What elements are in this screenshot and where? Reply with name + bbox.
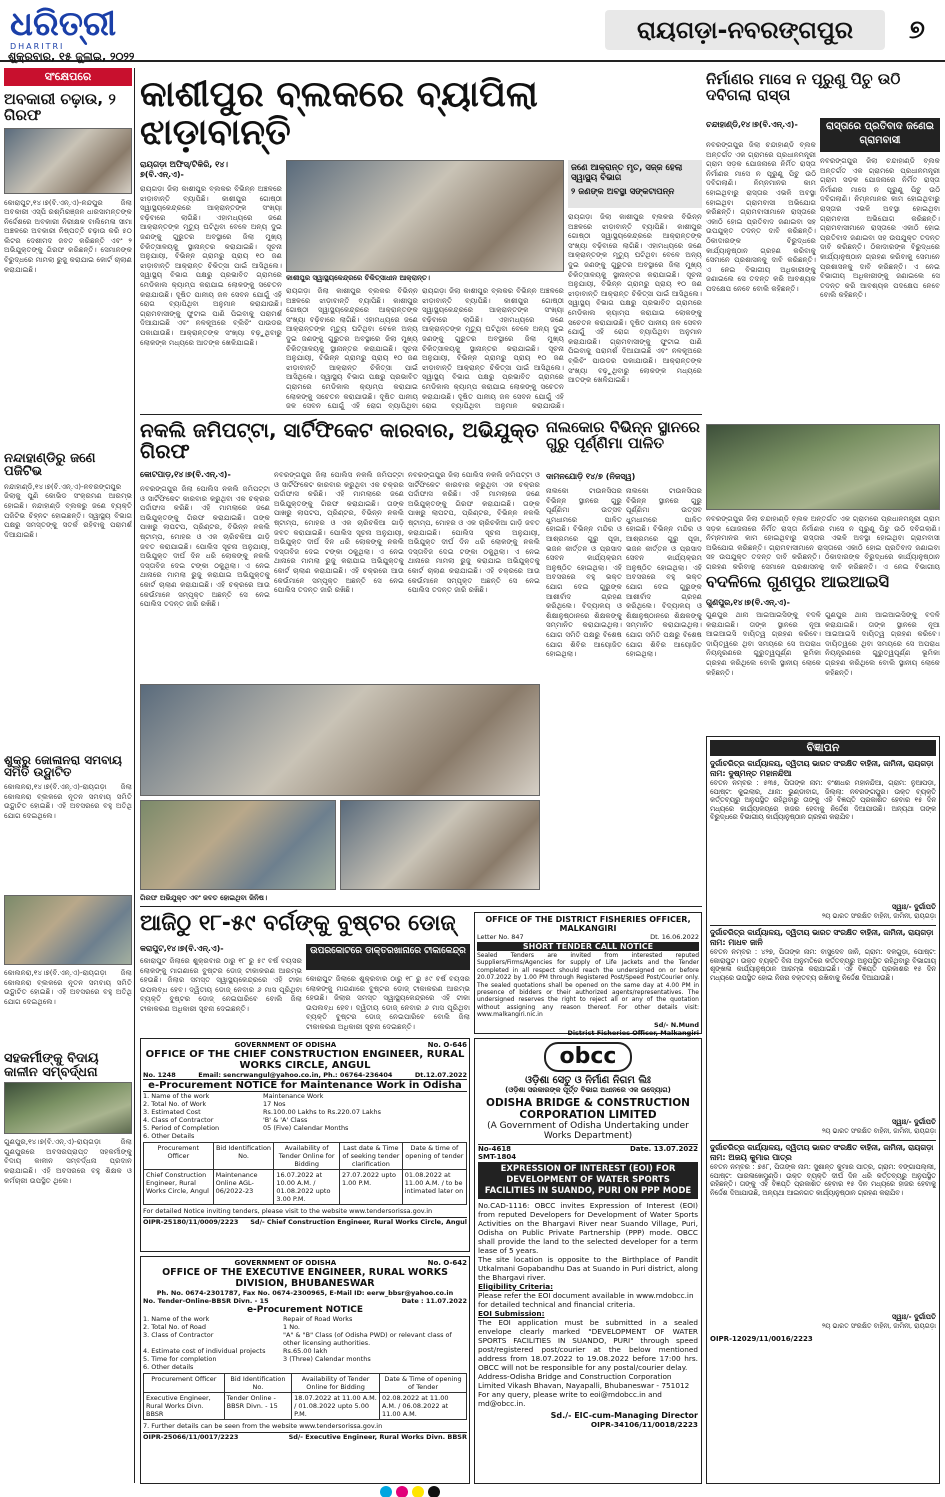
obcc-sign: Sd./- EIC-cum-Managing Director bbox=[550, 1411, 698, 1420]
angul-footer: For detailed Notice inviting tenders, please visit to the website www.tendersorissa.gov.in bbox=[143, 1207, 433, 1215]
angul-tender-ad[interactable] bbox=[140, 1038, 470, 1252]
angul-office: OFFICE OF THE CHIEF CONSTRUCTION ENGINEER, RURAL WORKS CIRCLE, ANGUL bbox=[145, 1049, 465, 1071]
bbsr-office: OFFICE OF THE EXECUTIVE ENGINEER, RURAL WORKS DIVISION, BHUBANESWAR bbox=[162, 1267, 448, 1289]
lead-bullet-1: ଜଣେ ଆକ୍ରାନ୍ତ ମୃତ, ସଜ୍ଜ ହେଲା ସ୍ୱାସ୍ଥ୍ୟ ବିଭାଗ bbox=[571, 163, 683, 183]
notice-sign-sub: ୨ୟ ଭାରତ ସଂରକ୍ଷିତ ବାହିନୀ, ଜାମିନୀ, ରାୟଗଡ଼ା bbox=[821, 1322, 936, 1330]
fake-body-col2: ନବରଙ୍ଗପୁର ଜିଲା ପୋଲିସ ନକଲି ଜମିପଟ୍ଟା ଓ ସାର୍ଟିଫିକେଟ କାରବାର କରୁଥିବା ଏକ ଚକ୍ରର ପର୍ଦ୍ଦାଫାସ କରିଛି। ଏହି ମାମଲାରେ ଜଣେ ଅଭିଯୁକ୍ତଙ୍କୁ ଗିରଫ କରାଯାଇଛି। ତାଙ୍କ ପାଖରୁ ଲାପଟପ, ପ୍ରିଣ୍ଟର, ବିଭିନ୍ନ ନକଲି ଷ୍ଟାମ୍ପ, ମୋହର ଓ ଏକ ଚାରିଚକିଆ ଗାଡ଼ି ଜବତ କରାଯାଇଛି। ପୋଲିସ ସୂଚନା ଅନୁଯାୟୀ, ଅଭିଯୁକ୍ତ ଦୀର୍ଘ ଦିନ ଧରି ଲୋକଙ୍କୁ ନକଲି ଦସ୍ତାବିଜ ଦେଇ ଟଙ୍କା ଠକୁଥିଲା। ଏ ନେଇ ଥାନାରେ ମାମଲା ରୁଜୁ କରାଯାଇ ଅଭିଯୁକ୍ତକୁ କୋର୍ଟ ଚାଲାଣ କରାଯାଇଛି। ଏହି ଚକ୍ରରେ ଆଉ କେଉଁମାନେ ସମ୍ପୃକ୍ତ ଅଛନ୍ତି ସେ ନେଇ ପୋଲିସ ତଦନ୍ତ ଜାରି ରଖିଛି। bbox=[274, 470, 404, 595]
angul-title: e-Procurement NOTICE for Maintenance Work in Odisha bbox=[143, 1079, 467, 1092]
obcc-body2: The site location is opposite to the Birthplace of Pandit Utkalmani Gopabandhu Das at Suando in Puri district, along the Bhargavi river. bbox=[478, 1255, 698, 1282]
road-subhead: ରାସ୍ତାରେ ପ୍ରତିବାଦ ଜଣେଇ ଗ୍ରାମବାସୀ bbox=[820, 118, 940, 152]
dharitri-logo[interactable] bbox=[10, 6, 160, 56]
bbsr-footer: 7. Further details can be seen from the website www.tendersorissa.gov.in bbox=[143, 1422, 383, 1430]
angul-email: Email: sencrwangul@yahoo.co.in, Ph.: 06764-236404 bbox=[198, 1071, 393, 1079]
brief-headline-4[interactable]: ସହକର୍ମୀଙ୍କୁ ବିଦାୟ କାଳୀନ ସମ୍ବର୍ଦ୍ଧନା bbox=[4, 1050, 99, 1080]
bbsr-item-key: 2. Total No. of Road bbox=[143, 1323, 207, 1331]
fake-body-col1: ନବରଙ୍ଗପୁର ଜିଲା ପୋଲିସ ନକଲି ଜମିପଟ୍ଟା ଓ ସାର୍ଟିଫିକେଟ କାରବାର କରୁଥିବା ଏକ ଚକ୍ରର ପର୍ଦ୍ଦାଫାସ କରିଛି। ଏହି ମାମଲାରେ ଜଣେ ଅଭିଯୁକ୍ତଙ୍କୁ ଗିରଫ କରାଯାଇଛି। ତାଙ୍କ ପାଖରୁ ଲାପଟପ, ପ୍ରିଣ୍ଟର, ବିଭିନ୍ନ ନକଲି ଷ୍ଟାମ୍ପ, ମୋହର ଓ ଏକ ଚାରିଚକିଆ ଗାଡ଼ି ଜବତ କରାଯାଇଛି। ପୋଲିସ ସୂଚନା ଅନୁଯାୟୀ, ଅଭିଯୁକ୍ତ ଦୀର୍ଘ ଦିନ ଧରି ଲୋକଙ୍କୁ ନକଲି ଦସ୍ତାବିଜ ଦେଇ ଟଙ୍କା ଠକୁଥିଲା। ଏ ନେଇ ଥାନାରେ ମାମଲା ରୁଜୁ କରାଯାଇ ଅଭିଯୁକ୍ତକୁ କୋର୍ଟ ଚାଲାଣ କରାଯାଇଛି। ଏହି ଚକ୍ରରେ ଆଉ କେଉଁମାନେ ସମ୍ପୃକ୍ତ ଅଛନ୍ତି ସେ ନେଇ ପୋଲିସ ତଦନ୍ତ ଜାରି ରଖିଛି। bbox=[140, 484, 270, 609]
bbsr-item-val: Rs.65.00 lakh bbox=[283, 1347, 328, 1355]
angul-th: Availability of Tender Online for Bidding bbox=[274, 1143, 340, 1170]
obcc-elig: Please refer the EOI document available in www.mdobcc.in for detailed technical and financial criteria. bbox=[478, 1291, 694, 1309]
obcc-odia-name: ଓଡ଼ିଶା ସେତୁ ଓ ନିର୍ମାଣ ନିଗମ ଲିଃ bbox=[525, 1075, 651, 1086]
bbsr-td: 02.08.2022 at 11.00 A.M. / 06.08.2022 at 11.00 A.M. bbox=[380, 1393, 467, 1420]
notice-sign-sub: ୨ୟ ଭାରତ ସଂରକ୍ଷିତ ବାହିନୀ, ଜାମିନୀ, ରାୟଗଡ଼ା bbox=[821, 1127, 936, 1135]
fake-body-col3: ନବରଙ୍ଗପୁର ଜିଲା ପୋଲିସ ନକଲି ଜମିପଟ୍ଟା ଓ ସାର୍ଟିଫିକେଟ କାରବାର କରୁଥିବା ଏକ ଚକ୍ରର ପର୍ଦ୍ଦାଫାସ କରିଛି। ଏହି ମାମଲାରେ ଜଣେ ଅଭିଯୁକ୍ତଙ୍କୁ ଗିରଫ କରାଯାଇଛି। ତାଙ୍କ ପାଖରୁ ଲାପଟପ, ପ୍ରିଣ୍ଟର, ବିଭିନ୍ନ ନକଲି ଷ୍ଟାମ୍ପ, ମୋହର ଓ ଏକ ଚାରିଚକିଆ ଗାଡ଼ି ଜବତ କରାଯାଇଛି। ପୋଲିସ ସୂଚନା ଅନୁଯାୟୀ, ଅଭିଯୁକ୍ତ ଦୀର୍ଘ ଦିନ ଧରି ଲୋକଙ୍କୁ ନକଲି ଦସ୍ତାବିଜ ଦେଇ ଟଙ୍କା ଠକୁଥିଲା। ଏ ନେଇ ଥାନାରେ ମାମଲା ରୁଜୁ କରାଯାଇ ଅଭିଯୁକ୍ତକୁ କୋର୍ଟ ଚାଲାଣ କରାଯାଇଛି। ଏହି ଚକ୍ରରେ ଆଉ କେଉଁମାନେ ସମ୍ପୃକ୍ତ ଅଛନ୍ତି ସେ ନେଇ ପୋଲିସ ତଦନ୍ତ ଜାରି ରଖିଛି। bbox=[408, 470, 540, 595]
bbsr-ref: No. Tender-Online-BBSR Divn. - 15 bbox=[143, 1297, 269, 1305]
obcc-body1: No.CAD-1116: OBCC invites Expression of Interest (EOI) from reputed Developers for Development of Water Sports Activities on the Bhargavi River near Suando Village, Puri, Odisha on Public Private Partnership (PPP) mode. OBCC shall provide the land to the selected developer for a term lease of 5 years. bbox=[478, 1201, 698, 1255]
bbsr-td: Executive Engineer, Rural Works Divn. BBSR bbox=[144, 1393, 225, 1420]
bbsr-th: Availability of Tender Online for Bidding bbox=[292, 1374, 380, 1393]
angul-item-key: 3. Estimated Cost bbox=[143, 1108, 201, 1116]
brief-photo-1 bbox=[4, 128, 132, 194]
bbsr-item-key: 3. Class of Contractor bbox=[143, 1331, 214, 1339]
bbsr-no: No. O-642 bbox=[427, 1259, 467, 1267]
angul-td: 01.08.2022 at 11.00 A.M. / to be intimated later on bbox=[402, 1170, 466, 1205]
section-rule-2 bbox=[140, 906, 702, 907]
bbsr-date: Date : 11.07.2022 bbox=[401, 1297, 467, 1305]
angul-td: 27.07.2022 upto 1.00 P.M. bbox=[339, 1170, 402, 1205]
angul-gov: GOVERNMENT OF ODISHA bbox=[234, 1041, 337, 1049]
road-body-col1: ନବରଙ୍ଗପୁର ଜିଲା ଚନ୍ଦାହାଣ୍ଡି ବ୍ଲକ ଅନ୍ତର୍ଗତ ଏକ ଗ୍ରାମରେ ପ୍ରଧାନମନ୍ତ୍ରୀ ଗ୍ରାମ ସଡ଼କ ଯୋଜନାରେ ନିର୍ମିତ ରାସ୍ତା ନିର୍ମାଣର ମାସେ ନ ପୂରୁଣୁ ପିଚୁ ଉଠି ଦବିଗଲାଣି। ନିମ୍ନମାନର କାମ ହୋଇଥିବାରୁ ରାସ୍ତାର ଏଭଳି ଅବସ୍ଥା ହୋଇଥିବା ଗ୍ରାମବାସୀ ଅଭିଯୋଗ କରିଛନ୍ତି। ଗ୍ରାମବାସୀମାନେ ରାସ୍ତାରେ ଏକାଠି ହୋଇ ପ୍ରତିବାଦ ଜଣାଇବା ସହ ଉପଯୁକ୍ତ ତଦନ୍ତ ଦାବି କରିଛନ୍ତି। ଠିକାଦାରଙ୍କ ବିରୁଦ୍ଧରେ କାର୍ଯ୍ୟାନୁଷ୍ଠାନ ଗ୍ରହଣ କରିବାକୁ ସେମାନେ ପ୍ରଶାସନକୁ ଦାବି କରିଛନ୍ତି। ଏ ନେଇ ବିଭାଗୀୟ ଅଧିକାରୀଙ୍କୁ ଜଣାଇଲେ ସେ ତଦନ୍ତ କରି ଆବଶ୍ୟକ ପଦକ୍ଷେପ ନେବେ ବୋଲି କହିଛନ୍ତି। bbox=[706, 140, 816, 293]
black-mark bbox=[428, 1486, 440, 1497]
angul-td: Chief Construction Engineer, Rural Works Circle, Angul bbox=[144, 1170, 214, 1205]
bbsr-contact: Ph. No. 0674-2301787, Fax No. 0674-2300965, E-Mail ID: eerw_bbsr@yahoo.co.in bbox=[156, 1289, 454, 1297]
guru-headline[interactable]: ନାଲକୋର ବିଭିନ୍ନ ସ୍ଥାନରେ ଗୁରୁ ପୂର୍ଣ୍ଣିମା ପାଳିତ bbox=[546, 418, 700, 452]
obcc-eoi-ad[interactable] bbox=[474, 1038, 702, 1484]
lead-bullet-2: ୨ ଜଣଙ୍କ ଅବସ୍ଥା ସଙ୍କଟାପନ୍ନ bbox=[571, 187, 675, 197]
notice-body: ବେତନ ନମ୍ବର : ୫୩୫, ପିତାଙ୍କ ନାମ: ବଂଶୀଧର ମହାନନ୍ଦିଆ, ଗ୍ରାମ: ନୁଆପଡ଼ା, ପୋଷ୍ଟ: କୁଇଲାର, ଥାନା: ଭୁଣ୍ଡାବାଗ, ଜିଲ୍ଲା: ନବରଙ୍ଗପୁର। ଉକ୍ତ ବ୍ୟକ୍ତି କର୍ତ୍ତବ୍ୟରୁ ଅନୁପସ୍ଥିତ ରହିଥିବାରୁ ତାଙ୍କୁ ଏହି ବିଜ୍ଞପ୍ତି ପ୍ରକାଶିତ ହେବାର ୧୫ ଦିନ ମଧ୍ୟରେ କାର୍ଯ୍ୟାଳୟରେ ହାଜର ହେବାକୁ ନିର୍ଦ୍ଦେଶ ଦିଆଯାଉଛି। ଅନ୍ୟଥା ତାଙ୍କ ବିରୁଦ୍ଧରେ ବିଭାଗୀୟ କାର୍ଯ୍ୟାନୁଷ୍ଠାନ ଗ୍ରହଣ କରାଯିବ। bbox=[710, 779, 936, 822]
yellow-mark bbox=[412, 1486, 424, 1497]
lead-body-col3: ରାୟଗଡ଼ା ଜିଲା କାଶୀପୁର ବ୍ଲକର ବିଭିନ୍ନ ଅଞ୍ଚଳରେ ଝାଡ଼ାବାନ୍ତି ବ୍ୟାପିଛି। କାଶୀପୁର ଗୋଷ୍ଠୀ ସ୍ୱାସ୍ଥ୍ୟକେନ୍ଦ୍ରରେ ଆକ୍ରାନ୍ତଙ୍କ ସଂଖ୍ୟା ବଢ଼ିବାରେ ଲାଗିଛି। ଏହାମଧ୍ୟରେ ଜଣେ ଆକ୍ରାନ୍ତଙ୍କ ମୃତ୍ୟୁ ଘଟିଥିବା ବେଳେ ଅନ୍ୟ ଦୁଇ ଜଣଙ୍କୁ ଗୁରୁତର ଅବସ୍ଥାରେ ଜିଲା ମୁଖ୍ୟ ଚିକିତ୍ସାଳୟକୁ ସ୍ଥାନାନ୍ତର କରାଯାଇଛି। ସୂଚନା ଅନୁଯାୟୀ, ବିଭିନ୍ନ ଗ୍ରାମରୁ ପ୍ରାୟ ୧୦ ଜଣ ଝାଡ଼ାବାନ୍ତି ଆକ୍ରାନ୍ତ ଚିକିତ୍ସା ପାଇଁ ଆସିଥିଲେ। ସ୍ୱାସ୍ଥ୍ୟ ବିଭାଗ ପକ୍ଷରୁ ପ୍ରଭାବିତ ଗ୍ରାମରେ ମେଡିକାଲ କ୍ୟାମ୍ପ କରାଯାଇ ଲୋକଙ୍କୁ ସଚେତନ କରାଯାଉଛି। ଦୂଷିତ ପାନୀୟ ଜଳ ସେବନ ଯୋଗୁଁ ଏହି ରୋଗ ବ୍ୟାପିଥିବା ଅନୁମାନ କରାଯାଉଛି। bbox=[422, 286, 564, 410]
bbsr-item-key: 1. Name of the work bbox=[143, 1315, 210, 1323]
bbsr-items bbox=[143, 1315, 467, 1371]
lead-photo bbox=[286, 160, 564, 272]
classifieds-header: ବିଜ୍ଞାପନ bbox=[710, 740, 936, 756]
booster-body-col1: କୋରାପୁଟ ଜିଲାରେ ଶୁକ୍ରବାର ଠାରୁ ୧୮ ରୁ ୫୯ ବର୍ଷ ବୟସର ଲୋକଙ୍କୁ ମାଗଣାରେ ବୁଷ୍ଟର ଡୋଜ୍ ଟୀକାକରଣ ଆରମ୍ଭ ହେଉଛି। ଜିଲାର ସମସ୍ତ ସ୍ୱାସ୍ଥ୍ୟକେନ୍ଦ୍ରରେ ଏହି ଟୀକା ଉପଲବ୍ଧ ହେବ। ଦ୍ୱିତୀୟ ଡୋଜ୍ ନେବାର ୬ ମାସ ପୂରିଥିବା ବ୍ୟକ୍ତି ବୁଷ୍ଟର ଡୋଜ୍ ନେଇପାରିବେ ବୋଲି ଜିଲା ଟୀକାକରଣ ଅଧିକାରୀ ସୂଚନା ଦେଇଛନ୍ତି। bbox=[140, 956, 302, 1013]
fake-headline[interactable]: ନକଲି ଜମିପଟ୍ଟା, ସାର୍ଟିଫିକେଟ କାରବାର, ଅଭିଯୁକ୍ତ ଗିରଫ bbox=[140, 418, 539, 463]
obcc-submission: The EOI application must be submitted in a sealed envelope clearly marked "DEVELOPMENT OF WATER SPORTS FACILITIES IN SUANDO, PURI" through speed post/registered post/courier at the below mentioned address from 18.07.2022 to 19.08.2022 before 17:00 hrs. OBCC will not be responsible for any postal/courier delay. bbox=[478, 1318, 698, 1372]
notice-sign: ସ୍ୱାଃ/- ଦୁର୍ଗାପତି bbox=[891, 1313, 936, 1321]
cyan-mark bbox=[380, 1486, 392, 1497]
fisheries-bar: SHORT TENDER CALL NOTICE bbox=[477, 942, 699, 951]
booster-headline[interactable]: ଆଜିଠୁ ୧୮-୫୯ ବର୍ଗଙ୍କୁ ବୁଷ୍ଟର ଡୋଜ୍ bbox=[140, 911, 456, 936]
angul-th: Last date & Time of seeking tender clarification bbox=[339, 1143, 402, 1170]
brief-body-3b: କୋଲନରା,୧୪।୭(ବି.ଏନ୍.ଏ)-ରାୟଗଡ଼ା ଜିଲା କୋଲନରା ବ୍ଲକରେ ନୂତନ ସମବାୟ ସମିତି ଉଦ୍ଘାଟିତ ହୋଇଛି। ଏହି ଅବସରରେ ବହୁ ଅତିଥି ଯୋଗ ଦେଇଥିଲେ। bbox=[4, 967, 132, 1006]
bbsr-table bbox=[143, 1373, 467, 1420]
notice-sign: ସ୍ୱାଃ/- ଦୁର୍ଗାପତି bbox=[891, 1118, 936, 1126]
dateline: ଶୁକ୍ରବାର, ୧୫ ଜୁଲାଇ, ୨୦୨୨ bbox=[8, 50, 135, 63]
brief-photo-3 bbox=[4, 895, 132, 965]
obcc-query: For any query, please write to eoi@mdobcc.in and md@obcc.in. bbox=[478, 1390, 662, 1408]
angul-item-key: 5. Period of Completion bbox=[143, 1124, 220, 1132]
angul-item-val: Rs.100.00 Lakhs to Rs.220.07 Lakhs bbox=[263, 1108, 381, 1116]
bbsr-item-key: 6. Other details bbox=[143, 1363, 194, 1371]
obcc-elig-head: Eligibility Criteria: bbox=[478, 1282, 554, 1291]
brief-body-4: ଗୁଣପୁର,୧୪।୭(ବି.ଏନ୍.ଏ)-ରାୟଗଡ଼ା ଜିଲା ଗୁଣପୁରରେ ଅବସରପ୍ରାପ୍ତ ସହକର୍ମୀଙ୍କୁ ବିଦାୟ କାଳୀନ ସମ୍ବର୍ଦ୍ଧନା ପ୍ରଦାନ କରାଯାଇଛି। ଏହି ଅବସରରେ ବହୁ ଶିକ୍ଷକ ଓ କର୍ମଚାରୀ ଉପସ୍ଥିତ ଥିଲେ। bbox=[4, 1137, 132, 1185]
angul-table bbox=[143, 1142, 467, 1205]
magenta-mark bbox=[396, 1486, 408, 1497]
brief-headline-2[interactable]: ନନ୍ଦାହାଣ୍ଡିରୁ ଜଣେ ପଜିଟିଭ bbox=[4, 450, 96, 480]
fisheries-office: OFFICE OF THE DISTRICT FISHERIES OFFICER, MALKANGIRI bbox=[485, 915, 691, 933]
brief-photo-4 bbox=[4, 1082, 132, 1134]
booster-subhead: ଉପରକୋଟରେ ଡାକ୍ତରଖାନାରେ ଟୀକାକେନ୍ଦ୍ର bbox=[306, 944, 470, 970]
brief-column bbox=[4, 68, 132, 1483]
lead-body-col1: ରାୟଗଡ଼ା ଜିଲା କାଶୀପୁର ବ୍ଲକର ବିଭିନ୍ନ ଅଞ୍ଚଳରେ ଝାଡ଼ାବାନ୍ତି ବ୍ୟାପିଛି। କାଶୀପୁର ଗୋଷ୍ଠୀ ସ୍ୱାସ୍ଥ୍ୟକେନ୍ଦ୍ରରେ ଆକ୍ରାନ୍ତଙ୍କ ସଂଖ୍ୟା ବଢ଼ିବାରେ ଲାଗିଛି। ଏହାମଧ୍ୟରେ ଜଣେ ଆକ୍ରାନ୍ତଙ୍କ ମୃତ୍ୟୁ ଘଟିଥିବା ବେଳେ ଅନ୍ୟ ଦୁଇ ଜଣଙ୍କୁ ଗୁରୁତର ଅବସ୍ଥାରେ ଜିଲା ମୁଖ୍ୟ ଚିକିତ୍ସାଳୟକୁ ସ୍ଥାନାନ୍ତର କରାଯାଇଛି। ସୂଚନା ଅନୁଯାୟୀ, ବିଭିନ୍ନ ଗ୍ରାମରୁ ପ୍ରାୟ ୧୦ ଜଣ ଝାଡ଼ାବାନ୍ତି ଆକ୍ରାନ୍ତ ଚିକିତ୍ସା ପାଇଁ ଆସିଥିଲେ। ସ୍ୱାସ୍ଥ୍ୟ ବିଭାଗ ପକ୍ଷରୁ ପ୍ରଭାବିତ ଗ୍ରାମରେ ମେଡିକାଲ କ୍ୟାମ୍ପ କରାଯାଇ ଲୋକଙ୍କୁ ସଚେତନ କରାଯାଉଛି। ଦୂଷିତ ପାନୀୟ ଜଳ ସେବନ ଯୋଗୁଁ ଏହି ରୋଗ ବ୍ୟାପିଥିବା ଅନୁମାନ କରାଯାଉଛି। ଗ୍ରାମବାସୀଙ୍କୁ ଫୁଟାଇ ପାଣି ପିଇବାକୁ ପରାମର୍ଶ ଦିଆଯାଇଛି ଏବଂ ନଳକୂଅରେ ବ୍ଲିଚିଂ ପାଉଡର ପକାଯାଉଛି। ଆକ୍ରାନ୍ତଙ୍କ ସଂଖ୍ୟା ବଢ଼ୁଥିବାରୁ ଲୋକଙ୍କ ମଧ୍ୟରେ ଆତଙ୍କ ଖେଳିଯାଇଛି। bbox=[140, 184, 282, 347]
notice-office: ଦୁର୍ଗାଚରିତ୍ର କାର୍ଯ୍ୟାଳୟ, ଦ୍ୱିତୀୟ ଭାରତ ସଂରକ୍ଷିତ ବାହିନୀ, ଜାମିନୀ, ରାୟଗଡ଼ା bbox=[710, 759, 934, 768]
angul-item-key: 2. Total No. of Work bbox=[143, 1100, 207, 1108]
notice-office: ଦୁର୍ଗାଚରିତ୍ର କାର୍ଯ୍ୟାଳୟ, ଦ୍ୱିତୀୟ ଭାରତ ସଂରକ୍ଷିତ ବାହିନୀ, ଜାମିନୀ, ରାୟଗଡ଼ା bbox=[710, 928, 934, 937]
road-body-cont: ନବରଙ୍ଗପୁର ଜିଲା ଚନ୍ଦାହାଣ୍ଡି ବ୍ଲକ ଅନ୍ତର୍ଗତ ଏକ ଗ୍ରାମରେ ପ୍ରଧାନମନ୍ତ୍ରୀ ଗ୍ରାମ ସଡ଼କ ଯୋଜନାରେ ନିର୍ମିତ ରାସ୍ତା ନିର୍ମାଣର ମାସେ ନ ପୂରୁଣୁ ପିଚୁ ଉଠି ଦବିଗଲାଣି। ନିମ୍ନମାନର କାମ ହୋଇଥିବାରୁ ରାସ୍ତାର ଏଭଳି ଅବସ୍ଥା ହୋଇଥିବା ଗ୍ରାମବାସୀ ଅଭିଯୋଗ କରିଛନ୍ତି। ଗ୍ରାମବାସୀମାନେ ରାସ୍ତାରେ ଏକାଠି ହୋଇ ପ୍ରତିବାଦ ଜଣାଇବା ସହ ଉପଯୁକ୍ତ ତଦନ୍ତ ଦାବି କରିଛନ୍ତି। ଠିକାଦାରଙ୍କ ବିରୁଦ୍ଧରେ କାର୍ଯ୍ୟାନୁଷ୍ଠାନ ଗ୍ରହଣ କରିବାକୁ ସେମାନେ ପ୍ରଶାସନକୁ ଦାବି କରିଛନ୍ତି। ଏ ନେଇ ବିଭାଗୀୟ bbox=[706, 514, 940, 570]
notice-3[interactable] bbox=[710, 1140, 936, 1331]
angul-item-key: 4. Class of Contractor bbox=[143, 1116, 214, 1124]
edition-title: ରାୟଗଡ଼ା-ନବରଙ୍ଗପୁର bbox=[605, 10, 885, 50]
obcc-bar: EXPRESSION OF INTEREST (EOI) FOR DEVELOPMENT OF WATER SPORTS FACILITIES IN SUANDO, PURI ON PPP MODE bbox=[478, 1162, 698, 1199]
obcc-logo bbox=[478, 1042, 698, 1072]
classifieds-box bbox=[706, 736, 940, 1484]
brief-body-3: କୋଲନରା,୧୪।୭(ବି.ଏନ୍.ଏ)-ରାୟଗଡ଼ା ଜିଲା କୋଲନରା ବ୍ଲକରେ ନୂତନ ସମବାୟ ସମିତି ଉଦ୍ଘାଟିତ ହୋଇଛି। ଏହି ଅବସରରେ ବହୁ ଅତିଥି ଯୋଗ ଦେଇଥିଲେ। bbox=[4, 781, 132, 820]
brief-body-2: ନନ୍ଦାହାଣ୍ଡି,୧୪।୭(ବି.ଏନ୍.ଏ)-ନବରଙ୍ଗପୁର ଜିଲାକୁ ପୁଣି କୋଭିଡ ସଂକ୍ରମଣ ଆରମ୍ଭ ହୋଇଛି। ନନ୍ଦାହାଣ୍ଡି ବ୍ଲକରୁ ଜଣେ ବ୍ୟକ୍ତି ପଜିଟିଭ ଚିହ୍ନଟ ହୋଇଛନ୍ତି। ସ୍ୱାସ୍ଥ୍ୟ ବିଭାଗ ପକ୍ଷରୁ ସମସ୍ତଙ୍କୁ ସତର୍କ ରହିବାକୁ ପରାମର୍ଶ ଦିଆଯାଇଛି। bbox=[4, 481, 132, 539]
bbsr-gov: GOVERNMENT OF ODISHA bbox=[234, 1259, 337, 1267]
fisheries-date: Dt. 16.06.2022 bbox=[650, 933, 699, 941]
obcc-address: Address-Odisha Bridge and Construction Corporation Limited Vikash Bhavan, Nayapalli, Bhubaneswar - 751012 bbox=[478, 1372, 690, 1390]
fake-photo-items bbox=[140, 800, 336, 890]
brief-headline-1[interactable]: ଅବକାରୀ ଚଢ଼ାଉ, ୨ ଗିରଫ bbox=[4, 90, 116, 124]
angul-td: 16.07.2022 at 10.00 A.M. / 01.08.2022 upto 3.00 P.M. bbox=[274, 1170, 340, 1205]
masthead bbox=[0, 0, 945, 62]
gunupur-byline: ଗୁଣପୁର,୧୪।୭(ବି.ଏନ୍.ଏ)- bbox=[706, 598, 790, 607]
lead-photo-caption: କାଶୀପୁର ସ୍ୱାସ୍ଥ୍ୟକେନ୍ଦ୍ରରେ ଚିକିତ୍ସାଧୀନ ଆକ୍ରାନ୍ତ। bbox=[286, 274, 430, 282]
notice-1[interactable] bbox=[710, 759, 936, 921]
bbsr-item-key: 5. Time for completion bbox=[143, 1355, 217, 1363]
angul-item-key: 1. Name of the work bbox=[143, 1092, 210, 1100]
fisheries-sign: Sd/- N.Mund bbox=[654, 1020, 699, 1029]
registration-marks bbox=[380, 1486, 440, 1497]
notice-body: ବେତନ ନମ୍ବର : ୪୨୭, ପିତାଙ୍କ ନାମ: ବାସୁଦେବ ଜାନି, ଗ୍ରାମ: ଦଳଗୁଡ଼ା, ପୋଷ୍ଟ: କୋରାପୁଟ। ଉକ୍ତ ବ୍ୟକ୍ତି ବିନା ଅନୁମତିରେ କର୍ତ୍ତବ୍ୟରୁ ଅନୁପସ୍ଥିତ ରହିଥିବାରୁ ବିଭାଗୀୟ ଶୃଙ୍ଖଳା କାର୍ଯ୍ୟାନୁଷ୍ଠାନ ଆରମ୍ଭ କରାଯାଇଛି। ଏହି ବିଜ୍ଞପ୍ତି ପ୍ରକାଶର ୧୫ ଦିନ ମଧ୍ୟରେ ଉପସ୍ଥିତ ହୋଇ ନିଜର ବକ୍ତବ୍ୟ ରଖିବାକୁ ନିର୍ଦ୍ଦେଶ ଦିଆଯାଉଛି। bbox=[710, 948, 936, 982]
classifieds-oipr: OIPR-12029/11/0016/2223 bbox=[710, 1335, 813, 1343]
obcc-oipr: OIPR-34106/11/0018/2223 bbox=[590, 1420, 698, 1429]
angul-sign: Sd/- Chief Construction Engineer, Rural Works Circle, Angul bbox=[250, 1218, 467, 1226]
bbsr-item-val: 1 No. bbox=[283, 1323, 300, 1331]
angul-td: Maintenance Online AGL-06/2022-23 bbox=[213, 1170, 274, 1205]
obcc-odia-sub: (ଓଡ଼ିଶା ସରକାରଙ୍କ ପୂର୍ତ୍ତ ବିଭାଗ ଅଧୀନରେ ଏକ ଉଦ୍ୟୋଗ) bbox=[505, 1086, 671, 1094]
angul-items bbox=[143, 1092, 467, 1140]
fake-photo-caption: ଗିରଫ ଅଭିଯୁକ୍ତ ଏବଂ ଜବତ ହୋଇଥିବା ଜିନିଷ। bbox=[140, 894, 268, 902]
gunupur-body-col2: ଗୁଣପୁର ଥାନା ଆଇଆଇସିଙ୍କୁ ବଦଳି କରାଯାଇଛି। ତାଙ୍କ ସ୍ଥାନରେ ନୂଆ ଆଇଆଇସି ଦାୟିତ୍ୱ ଗ୍ରହଣ କରିବେ। ଦାୟିତ୍ୱରେ ଥିବା ସମୟରେ ସେ ଅପରାଧ ନିୟନ୍ତ୍ରଣରେ ଗୁରୁତ୍ୱପୂର୍ଣ୍ଣ ଭୂମିକା ଗ୍ରହଣ କରିଥିଲେ ବୋଲି ସ୍ଥାନୀୟ ଲୋକେ କହିଛନ୍ତି। bbox=[825, 610, 940, 677]
notice-sign: ସ୍ୱାଃ/- ଦୁର୍ଗାପତି bbox=[891, 903, 936, 911]
lead-body-col2: ରାୟଗଡ଼ା ଜିଲା କାଶୀପୁର ବ୍ଲକର ବିଭିନ୍ନ ଅଞ୍ଚଳରେ ଝାଡ଼ାବାନ୍ତି ବ୍ୟାପିଛି। କାଶୀପୁର ଗୋଷ୍ଠୀ ସ୍ୱାସ୍ଥ୍ୟକେନ୍ଦ୍ରରେ ଆକ୍ରାନ୍ତଙ୍କ ସଂଖ୍ୟା ବଢ଼ିବାରେ ଲାଗିଛି। ଏହାମଧ୍ୟରେ ଜଣେ ଆକ୍ରାନ୍ତଙ୍କ ମୃତ୍ୟୁ ଘଟିଥିବା ବେଳେ ଅନ୍ୟ ଦୁଇ ଜଣଙ୍କୁ ଗୁରୁତର ଅବସ୍ଥାରେ ଜିଲା ମୁଖ୍ୟ ଚିକିତ୍ସାଳୟକୁ ସ୍ଥାନାନ୍ତର କରାଯାଇଛି। ସୂଚନା ଅନୁଯାୟୀ, ବିଭିନ୍ନ ଗ୍ରାମରୁ ପ୍ରାୟ ୧୦ ଜଣ ଝାଡ଼ାବାନ୍ତି ଆକ୍ରାନ୍ତ ଚିକିତ୍ସା ପାଇଁ ଆସିଥିଲେ। ସ୍ୱାସ୍ଥ୍ୟ ବିଭାଗ ପକ୍ଷରୁ ପ୍ରଭାବିତ ଗ୍ରାମରେ ମେଡିକାଲ କ୍ୟାମ୍ପ କରାଯାଇ ଲୋକଙ୍କୁ ସଚେତନ କରାଯାଉଛି। ଦୂଷିତ ପାନୀୟ ଜଳ ସେବନ ଯୋଗୁଁ ଏହି ରୋଗ ବ୍ୟାପିଥିବା bbox=[286, 286, 418, 410]
angul-item-key: 6. Other Details bbox=[143, 1132, 195, 1140]
bbsr-th: Bid Identification No. bbox=[224, 1374, 292, 1393]
guru-body-col1: ନାଲକୋ ଟାଉନସିପର ବିଭିନ୍ନ ସ୍ଥାନରେ ଗୁରୁ ପୂର୍ଣ୍ଣିମା ଉତ୍ସବ ଧୁମଧାମରେ ପାଳିତ ହୋଇଛି। ବିଭିନ୍ନ ମନ୍ଦିର ଓ ଆଶ୍ରମରେ ଗୁରୁ ପୂଜା, ଭଜନ କୀର୍ତ୍ତନ ଓ ପ୍ରସାଦ ସେବନ କାର୍ଯ୍ୟକ୍ରମ ଅନୁଷ୍ଠିତ ହୋଇଥିଲା। ଏହି ଅବସରରେ ବହୁ ଭକ୍ତ ଯୋଗ ଦେଇ ଗୁରୁଙ୍କ ଆଶୀର୍ବାଦ ଗ୍ରହଣ କରିଥିଲେ। ବିଦ୍ୟାଳୟ ଓ ଶିକ୍ଷାନୁଷ୍ଠାନରେ ଶିକ୍ଷକଙ୍କୁ ସମ୍ମାନିତ କରାଯାଇଥିଲା। ଯୋଗ ସମିତି ପକ୍ଷରୁ ବିଶେଷ ଯୋଗ ଶିବିର ଆୟୋଜିତ ହୋଇଥିଲା। bbox=[546, 486, 622, 659]
fisheries-letter-no: Letter No. 847 bbox=[477, 933, 524, 941]
angul-item-val: 'B' & 'A' Class bbox=[263, 1116, 308, 1124]
section-rule bbox=[140, 414, 702, 415]
fake-byline: କୋଟପାଡ଼,୧୪।୭(ବି.ଏନ୍.ଏ)- bbox=[140, 470, 231, 479]
bbsr-item-val: Repair of Road Works bbox=[283, 1315, 353, 1323]
obcc-no: No-4618 bbox=[478, 1145, 512, 1153]
road-body-col2: ନବରଙ୍ଗପୁର ଜିଲା ଚନ୍ଦାହାଣ୍ଡି ବ୍ଲକ ଅନ୍ତର୍ଗତ ଏକ ଗ୍ରାମରେ ପ୍ରଧାନମନ୍ତ୍ରୀ ଗ୍ରାମ ସଡ଼କ ଯୋଜନାରେ ନିର୍ମିତ ରାସ୍ତା ନିର୍ମାଣର ମାସେ ନ ପୂରୁଣୁ ପିଚୁ ଉଠି ଦବିଗଲାଣି। ନିମ୍ନମାନର କାମ ହୋଇଥିବାରୁ ରାସ୍ତାର ଏଭଳି ଅବସ୍ଥା ହୋଇଥିବା ଗ୍ରାମବାସୀ ଅଭିଯୋଗ କରିଛନ୍ତି। ଗ୍ରାମବାସୀମାନେ ରାସ୍ତାରେ ଏକାଠି ହୋଇ ପ୍ରତିବାଦ ଜଣାଇବା ସହ ଉପଯୁକ୍ତ ତଦନ୍ତ ଦାବି କରିଛନ୍ତି। ଠିକାଦାରଙ୍କ ବିରୁଦ୍ଧରେ କାର୍ଯ୍ୟାନୁଷ୍ଠାନ ଗ୍ରହଣ କରିବାକୁ ସେମାନେ ପ୍ରଶାସନକୁ ଦାବି କରିଛନ୍ତି। ଏ ନେଇ ବିଭାଗୀୟ ଅଧିକାରୀଙ୍କୁ ଜଣାଇଲେ ସେ ତଦନ୍ତ କରି ଆବଶ୍ୟକ ପଦକ୍ଷେପ ନେବେ ବୋଲି କହିଛନ୍ତି। bbox=[820, 156, 940, 300]
booster-byline: କରାପୁଟ,୧୪।୭(ବି.ଏନ୍.ଏ)- bbox=[140, 944, 224, 953]
bbsr-item-key: 4. Estimate cost of individual projects bbox=[143, 1347, 266, 1355]
road-headline[interactable]: ନିର୍ମାଣର ମାସେ ନ ପୂରୁଣୁ ପିଚୁ ଉଠି ଦବିଗଲା ରାସ୍ତା bbox=[706, 70, 901, 104]
obcc-name: ODISHA BRIDGE & CONSTRUCTION CORPORATION LIMITED bbox=[486, 1097, 690, 1121]
bbsr-td: Tender Online - BBSR Divn. - 15 bbox=[224, 1393, 292, 1420]
obcc-logo-text: obcc bbox=[544, 1042, 633, 1072]
logo-sub: DHARITRI bbox=[10, 42, 65, 51]
bbsr-th: Procurement Officer bbox=[144, 1374, 225, 1393]
guru-body-col2: ନାଲକୋ ଟାଉନସିପର ବିଭିନ୍ନ ସ୍ଥାନରେ ଗୁରୁ ପୂର୍ଣ୍ଣିମା ଉତ୍ସବ ଧୁମଧାମରେ ପାଳିତ ହୋଇଛି। ବିଭିନ୍ନ ମନ୍ଦିର ଓ ଆଶ୍ରମରେ ଗୁରୁ ପୂଜା, ଭଜନ କୀର୍ତ୍ତନ ଓ ପ୍ରସାଦ ସେବନ କାର୍ଯ୍ୟକ୍ରମ ଅନୁଷ୍ଠିତ ହୋଇଥିଲା। ଏହି ଅବସରରେ ବହୁ ଭକ୍ତ ଯୋଗ ଦେଇ ଗୁରୁଙ୍କ ଆଶୀର୍ବାଦ ଗ୍ରହଣ କରିଥିଲେ। ବିଦ୍ୟାଳୟ ଓ ଶିକ୍ଷାନୁଷ୍ଠାନରେ ଶିକ୍ଷକଙ୍କୁ ସମ୍ମାନିତ କରାଯାଇଥିଲା। ଯୋଗ ସମିତି ପକ୍ଷରୁ ବିଶେଷ ଯୋଗ ଶିବିର ଆୟୋଜିତ ହୋଇଥିଲା। bbox=[626, 486, 702, 659]
angul-item-val: 05 (Five) Calendar Months bbox=[263, 1124, 349, 1132]
obcc-sub-head: EOI Submission: bbox=[478, 1309, 545, 1318]
angul-item-val: Maintenance Work bbox=[263, 1092, 324, 1100]
notice-sign-sub: ୨ୟ ଭାରତ ସଂରକ୍ଷିତ ବାହିନୀ, ଜାମିନୀ, ରାୟଗଡ଼ା bbox=[821, 912, 936, 920]
bbsr-sign: Sd/- Executive Engineer, Rural Works Divn. BBSR bbox=[288, 1433, 467, 1441]
brief-tag: ସଂକ୍ଷେପରେ bbox=[4, 68, 132, 86]
bbsr-item-val: "A" & "B" Class (of Odisha PWD) or relevant class of other licensing authorities. bbox=[283, 1331, 452, 1347]
column-rule bbox=[134, 68, 135, 1483]
bbsr-tender-ad[interactable] bbox=[140, 1256, 470, 1484]
notice-body: ବେତନ ନମ୍ବର : ୭୫୮, ପିତାଙ୍କ ନାମ: ସୁଶାନ୍ତ କୁମାର ପାତ୍ର, ଗ୍ରାମ: ବଙ୍ଗାପଲ୍ଲୀ, ପୋଷ୍ଟ: ପାରଳାଖେମୁଣ୍ଡି। ଉକ୍ତ ବ୍ୟକ୍ତି ଦୀର୍ଘ ଦିନ ଧରି କର୍ତ୍ତବ୍ୟରୁ ଅନୁପସ୍ଥିତ ରହିଛନ୍ତି। ତାଙ୍କୁ ଏହି ବିଜ୍ଞପ୍ତି ପ୍ରକାଶିତ ହେବାର ୧୫ ଦିନ ମଧ୍ୟରେ ହାଜର ହେବାକୁ ନିର୍ଦ୍ଦେଶ ଦିଆଯାଉଛି, ଅନ୍ୟଥା ଆଇନଗତ କାର୍ଯ୍ୟାନୁଷ୍ଠାନ ଗ୍ରହଣ କରାଯିବ। bbox=[710, 1163, 936, 1197]
bbsr-item-val: 3 (Three) Calendar months bbox=[283, 1355, 371, 1363]
lead-byline: ରାୟଗଡ଼ା ଅଫିସ୍/ଟିକିରି, ୧୪।୭(ବି.ଏନ୍.ଏ)- bbox=[140, 160, 229, 179]
bbsr-title: e-Procurement NOTICE bbox=[246, 1305, 364, 1315]
brief-headline-3[interactable]: ଶୁକ୍ରୁ ଜୋଳାନରା ସମବାୟ ସମିତି ଉଦ୍ଘାଟିତ bbox=[4, 752, 122, 780]
angul-oipr: OIPR-25180/11/0009/2223 bbox=[143, 1218, 239, 1226]
gunupur-body-col1: ଗୁଣପୁର ଥାନା ଆଇଆଇସିଙ୍କୁ ବଦଳି କରାଯାଇଛି। ତାଙ୍କ ସ୍ଥାନରେ ନୂଆ ଆଇଆଇସି ଦାୟିତ୍ୱ ଗ୍ରହଣ କରିବେ। ଦାୟିତ୍ୱରେ ଥିବା ସମୟରେ ସେ ଅପରାଧ ନିୟନ୍ତ୍ରଣରେ ଗୁରୁତ୍ୱପୂର୍ଣ୍ଣ ଭୂମିକା ଗ୍ରହଣ କରିଥିଲେ ବୋଲି ସ୍ଥାନୀୟ ଲୋକେ କହିଛନ୍ତି। bbox=[706, 610, 821, 677]
angul-ref: No. 1248 bbox=[143, 1071, 176, 1079]
fisheries-sign-title: District Fisheries Officer, Malkangiri bbox=[567, 1028, 699, 1037]
fisheries-tender-ad[interactable] bbox=[474, 912, 702, 1037]
page-number: ୭ bbox=[909, 15, 925, 45]
fisheries-body: Sealed Tenders are invited from interested reputed Suppliers/Firms/Agencies for supply of Life Jackets and the Tender completed in all respect should reach the undersigned on or before 20.07.2022 by 1.00 PM through Registered Post/Speed Post/Courier only. The sealed quotations shall be opened on the same day at 4.00 PM in presence of bidders or their authorized agents/representatives. The undersigned reserves the right to reject all or any of the quotation without assigning any reason thereof. For other details visit: www.malkangiri.nic.in bbox=[477, 952, 699, 1019]
angul-th: Date & time of opening of tender bbox=[402, 1143, 466, 1170]
brief-body-1: କୋରାପୁଟ,୧୪।୭(ବି.ଏନ୍.ଏ)-ନନ୍ଦପୁର ଜିଲା ଅବକାରୀ ଏସ୍‌ପି ରଶ୍ମିରଞ୍ଜନ ଧାରସାମନ୍ତଙ୍କ ନିର୍ଦ୍ଦେଶରେ ଅବକାରୀ ନିରୀକ୍ଷକ ବାଲିମେଳା ସୀମା ଅଞ୍ଚଳରେ ଅବକାରୀ ନିଷ୍ପତ୍ତି ଚଢ଼ାଉ କରି ୫୦ ଲିଟର ଦେଶୀମଦ ଜବତ କରିଛନ୍ତି ଏବଂ ୨ ଅଭିଯୁକ୍ତଙ୍କୁ ଗିରଫ କରିଛନ୍ତି। ସେମାନଙ୍କ ବିରୁଦ୍ଧରେ ମାମଲା ରୁଜୁ କରାଯାଇ କୋର୍ଟ ଚାଲାଣ କରାଯାଇଛି। bbox=[4, 197, 132, 274]
bbsr-oipr: OIPR-25066/11/0017/2223 bbox=[143, 1433, 239, 1441]
gunupur-headline[interactable]: ବଦଳିଲେ ଗୁଣପୁର ଆଇଆଇସି bbox=[706, 572, 890, 591]
guru-byline: ଦାମନଯୋଡ଼ି ୧୪/୭ (ନିଜସ୍ୱ) bbox=[546, 472, 636, 481]
angul-no: No. O-646 bbox=[427, 1041, 467, 1049]
road-photo bbox=[706, 424, 940, 510]
angul-item-val: 17 Nos bbox=[263, 1100, 286, 1108]
fake-photo-arrest bbox=[140, 684, 540, 796]
notice-office: ଦୁର୍ଗାଚରିତ୍ର କାର୍ଯ୍ୟାଳୟ, ଦ୍ୱିତୀୟ ଭାରତ ସଂରକ୍ଷିତ ବାହିନୀ, ଜାମିନୀ, ରାୟଗଡ଼ା bbox=[710, 1143, 934, 1152]
notice-2[interactable] bbox=[710, 925, 936, 1136]
road-byline: ଚନ୍ଦାହାଣ୍ଡି,୧୪।୭(ବି.ଏନ୍.ଏ)- bbox=[706, 120, 798, 129]
logo-text: ଧରିତ୍ରୀ bbox=[10, 4, 117, 44]
booster-body-col2: କୋରାପୁଟ ଜିଲାରେ ଶୁକ୍ରବାର ଠାରୁ ୧୮ ରୁ ୫୯ ବର୍ଷ ବୟସର ଲୋକଙ୍କୁ ମାଗଣାରେ ବୁଷ୍ଟର ଡୋଜ୍ ଟୀକାକରଣ ଆରମ୍ଭ ହେଉଛି। ଜିଲାର ସମସ୍ତ ସ୍ୱାସ୍ଥ୍ୟକେନ୍ଦ୍ରରେ ଏହି ଟୀକା ଉପଲବ୍ଧ ହେବ। ଦ୍ୱିତୀୟ ଡୋଜ୍ ନେବାର ୬ ମାସ ପୂରିଥିବା ବ୍ୟକ୍ତି ବୁଷ୍ଟର ଡୋଜ୍ ନେଇପାରିବେ ବୋଲି ଜିଲା ଟୀକାକରଣ ଅଧିକାରୀ ସୂଚନା ଦେଇଛନ୍ତି। bbox=[306, 974, 470, 1031]
lead-headline[interactable]: କାଶୀପୁର ବ୍ଲକରେ ବ୍ୟାପିଲା ଝାଡ଼ାବାନ୍ତି bbox=[140, 74, 538, 153]
obcc-sub: (A Government of Odisha Undertaking under Works Department) bbox=[487, 1121, 689, 1141]
obcc-date: Date. 13.07.2022 bbox=[629, 1145, 698, 1153]
angul-th: Procurement Officer bbox=[144, 1143, 214, 1170]
fake-photo-car bbox=[340, 800, 540, 890]
obcc-smt: SMT-1804 bbox=[478, 1153, 517, 1161]
notice-name: ନାମ: ଦୁଷ୍ମନ୍ତ ମହାନନ୍ଦିଆ bbox=[710, 769, 792, 778]
bbsr-td: 18.07.2022 at 11.00 A.M. / 01.08.2022 upto 5.00 P.M. bbox=[292, 1393, 380, 1420]
lead-body-col4: ରାୟଗଡ଼ା ଜିଲା କାଶୀପୁର ବ୍ଲକର ବିଭିନ୍ନ ଅଞ୍ଚଳରେ ଝାଡ଼ାବାନ୍ତି ବ୍ୟାପିଛି। କାଶୀପୁର ଗୋଷ୍ଠୀ ସ୍ୱାସ୍ଥ୍ୟକେନ୍ଦ୍ରରେ ଆକ୍ରାନ୍ତଙ୍କ ସଂଖ୍ୟା ବଢ଼ିବାରେ ଲାଗିଛି। ଏହାମଧ୍ୟରେ ଜଣେ ଆକ୍ରାନ୍ତଙ୍କ ମୃତ୍ୟୁ ଘଟିଥିବା ବେଳେ ଅନ୍ୟ ଦୁଇ ଜଣଙ୍କୁ ଗୁରୁତର ଅବସ୍ଥାରେ ଜିଲା ମୁଖ୍ୟ ଚିକିତ୍ସାଳୟକୁ ସ୍ଥାନାନ୍ତର କରାଯାଇଛି। ସୂଚନା ଅନୁଯାୟୀ, ବିଭିନ୍ନ ଗ୍ରାମରୁ ପ୍ରାୟ ୧୦ ଜଣ ଝାଡ଼ାବାନ୍ତି ଆକ୍ରାନ୍ତ ଚିକିତ୍ସା ପାଇଁ ଆସିଥିଲେ। ସ୍ୱାସ୍ଥ୍ୟ ବିଭାଗ ପକ୍ଷରୁ ପ୍ରଭାବିତ ଗ୍ରାମରେ ମେଡିକାଲ କ୍ୟାମ୍ପ କରାଯାଇ ଲୋକଙ୍କୁ ସଚେତନ କରାଯାଉଛି। ଦୂଷିତ ପାନୀୟ ଜଳ ସେବନ ଯୋଗୁଁ ଏହି ରୋଗ ବ୍ୟାପିଥିବା ଅନୁମାନ କରାଯାଉଛି। ଗ୍ରାମବାସୀଙ୍କୁ ଫୁଟାଇ ପାଣି ପିଇବାକୁ ପରାମର୍ଶ ଦିଆଯାଇଛି ଏବଂ ନଳକୂଅରେ ବ୍ଲିଚିଂ ପାଉଡର ପକାଯାଉଛି। ଆକ୍ରାନ୍ତଙ୍କ ସଂଖ୍ୟା ବଢ଼ୁଥିବାରୁ ଲୋକଙ୍କ ମଧ୍ୟରେ ଆତଙ୍କ ଖେଳିଯାଇଛି। bbox=[568, 212, 702, 385]
bbsr-th: Date & Time of opening of Tender bbox=[380, 1374, 467, 1393]
notice-name: ନାମ: ମାଧବ ଜାନି bbox=[710, 938, 763, 947]
notice-name: ନାମ: ଅଜୟ କୁମାର ପାତ୍ର bbox=[710, 1153, 792, 1162]
angul-th: Bid Identification No. bbox=[213, 1143, 274, 1170]
lead-bullets bbox=[568, 160, 702, 208]
angul-date: Dt.12.07.2022 bbox=[414, 1071, 467, 1079]
